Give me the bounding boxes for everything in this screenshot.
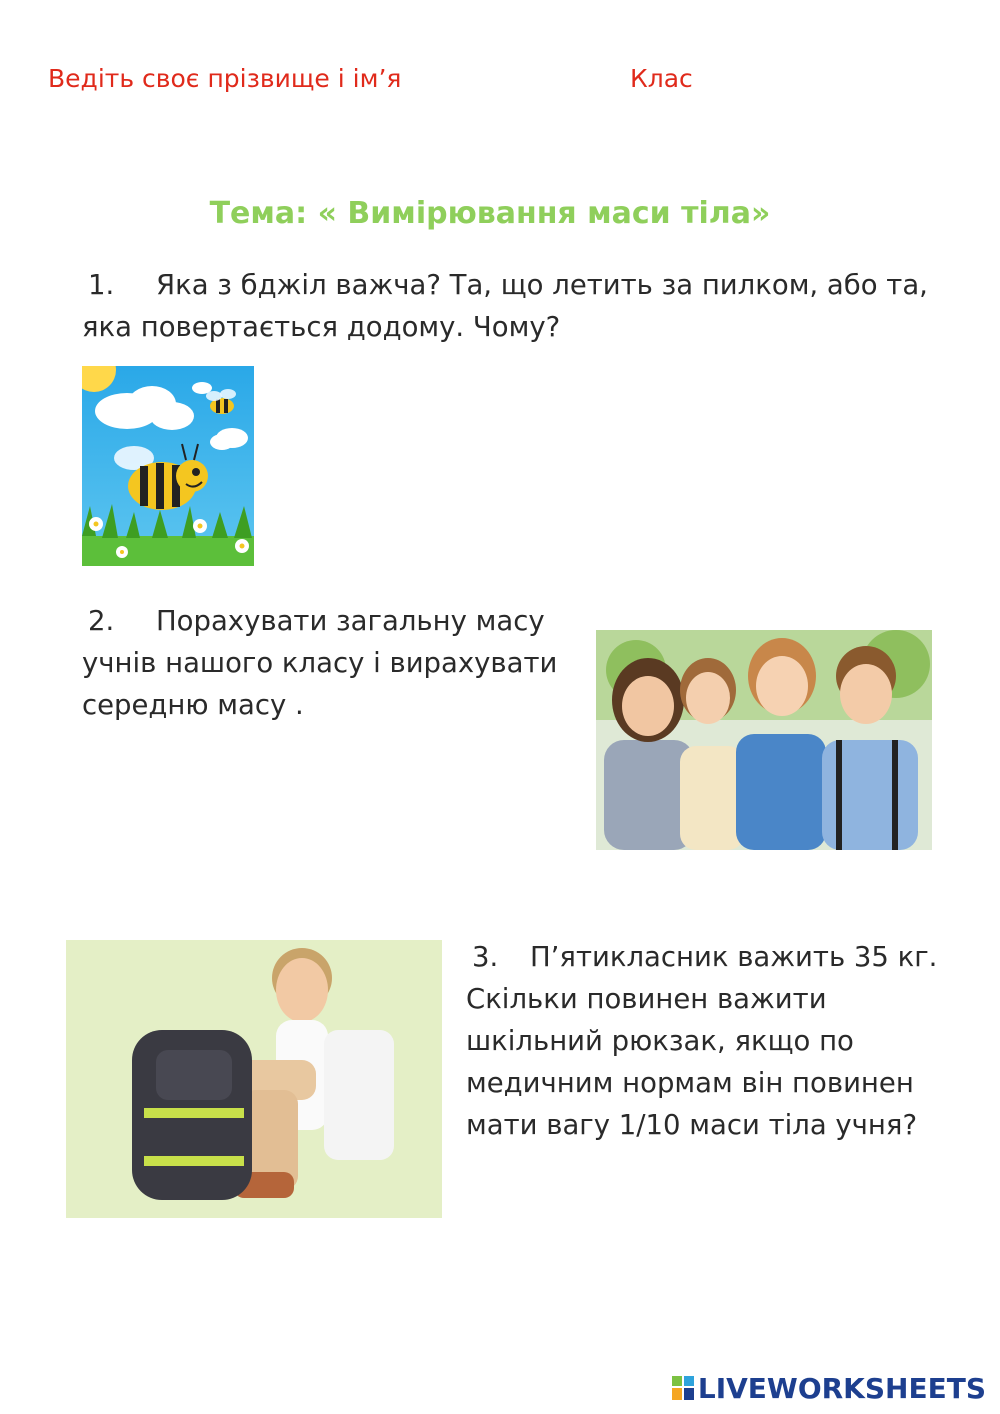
question-text: яка повертається додому. Чому?: [82, 311, 561, 343]
question-1: [82, 264, 962, 348]
school-children-photo: [596, 630, 932, 850]
name-label: Ведіть своє прізвище і ім’я: [48, 64, 402, 93]
question-number: 2.: [88, 605, 115, 637]
question-text: шкільний рюкзак, якщо по: [466, 1025, 854, 1057]
brand-footer: [672, 1372, 986, 1407]
question-text: середню масу .: [82, 689, 304, 721]
question-text: учнів нашого класу і вирахувати: [82, 647, 558, 679]
question-text: П’ятикласник важить 35 кг.: [530, 941, 938, 973]
question-text: медичним нормам він повинен: [466, 1067, 914, 1099]
bees-illustration: [82, 366, 254, 566]
question-text: Скільки повинен важити: [466, 983, 827, 1015]
question-text: Яка з бджіл важча? Та, що летить за пилком, або та,: [156, 269, 928, 301]
question-number: 3.: [472, 941, 499, 973]
question-text: мати вагу 1/10 маси тіла учня?: [466, 1109, 918, 1141]
question-number: 1.: [88, 269, 115, 301]
class-label: Клас: [630, 64, 693, 93]
question-2: [82, 600, 582, 726]
question-text: Порахувати загальну масу: [156, 605, 545, 637]
page-title: Тема: « Вимірювання маси тіла»: [209, 196, 771, 231]
brand-text: LIVEWORKSHEETS: [697, 1372, 986, 1405]
question-3: [466, 936, 986, 1146]
boy-with-backpack-photo: [66, 940, 442, 1218]
liveworksheets-logo-icon: [672, 1374, 694, 1407]
